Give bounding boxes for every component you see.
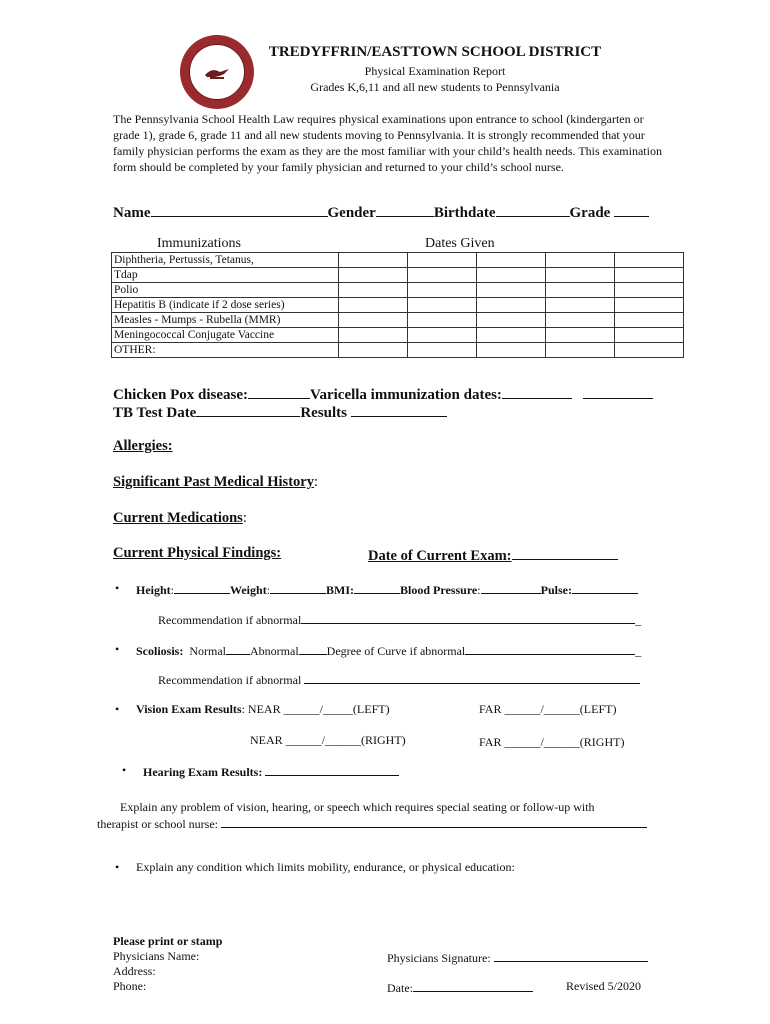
date-cell[interactable]: [546, 328, 615, 343]
report-title: Physical Examination Report: [364, 64, 506, 78]
vision-label: Vision Exam Results: [136, 702, 242, 716]
tb-row: [113, 402, 447, 422]
pulse-field[interactable]: [572, 581, 638, 594]
bullet: •: [115, 860, 120, 874]
exam-date-field[interactable]: [512, 545, 618, 560]
bullet: •: [115, 642, 120, 656]
grade-label: Grade: [569, 205, 611, 221]
recommendation-field[interactable]: [301, 611, 635, 624]
date-cell[interactable]: [477, 313, 546, 328]
gender-field[interactable]: [376, 202, 434, 217]
date-cell[interactable]: [408, 268, 477, 283]
medications-heading: [113, 510, 247, 527]
explain-speech-line-1: Explain any problem of vision, hearing, or speech which requires special seating or follow-up with: [120, 800, 595, 814]
history-heading: [113, 474, 318, 491]
normal-field[interactable]: [226, 642, 250, 655]
immunization-label: OTHER:: [112, 343, 339, 358]
signature-row: [387, 949, 648, 966]
date-cell[interactable]: [615, 268, 684, 283]
birthdate-label: Birthdate: [433, 205, 496, 221]
revised-date: Revised 5/2020: [566, 979, 641, 993]
immunization-label: Hepatitis B (indicate if 2 dose series): [112, 298, 339, 313]
date-cell[interactable]: [408, 253, 477, 268]
scoliosis-label: Scoliosis:: [136, 644, 184, 658]
history-label: Significant Past Medical History: [113, 474, 314, 490]
date-cell[interactable]: [408, 298, 477, 313]
date-cell[interactable]: [339, 343, 408, 358]
explain-speech-field[interactable]: [221, 815, 647, 828]
date-cell[interactable]: [546, 283, 615, 298]
date-cell[interactable]: [339, 253, 408, 268]
table-row: [112, 328, 684, 343]
varicella-date-1[interactable]: [502, 384, 572, 399]
date-cell[interactable]: [546, 343, 615, 358]
results-label: Results: [300, 405, 348, 421]
date-cell[interactable]: [339, 298, 408, 313]
weight-field[interactable]: [270, 581, 326, 594]
date-cell[interactable]: [615, 298, 684, 313]
date-cell[interactable]: [546, 253, 615, 268]
student-info-row: [113, 202, 649, 222]
date-cell[interactable]: [477, 253, 546, 268]
table-row: [112, 283, 684, 298]
date-cell[interactable]: [408, 343, 477, 358]
recommendation-field[interactable]: [304, 671, 640, 684]
immunizations-header: Immunizations: [157, 236, 241, 251]
district-title: TREDYFFRIN/EASTTOWN SCHOOL DISTRICT: [268, 44, 602, 60]
hearing-row: [143, 763, 399, 780]
table-row: [112, 298, 684, 313]
name-field[interactable]: [151, 202, 328, 217]
date-cell[interactable]: [615, 343, 684, 358]
date-cell[interactable]: [339, 283, 408, 298]
date-cell[interactable]: [546, 298, 615, 313]
bullet: •: [122, 763, 127, 777]
tb-test-label: TB Test Date: [113, 405, 197, 421]
blood-pressure-label: Blood Pressure: [400, 583, 478, 597]
date-cell[interactable]: [477, 283, 546, 298]
date-label: Date:: [387, 981, 413, 995]
date-cell[interactable]: [615, 313, 684, 328]
explain-speech-label: therapist or school nurse:: [97, 817, 218, 831]
medications-colon: :: [242, 510, 247, 526]
date-cell[interactable]: [339, 313, 408, 328]
vitals-row: Height: Weight: BMI: Blood Pressure: Pulse:: [136, 581, 638, 598]
height-label: Height: [136, 583, 171, 597]
pulse-label: Pulse:: [540, 583, 572, 597]
phone-label: Phone:: [113, 979, 147, 993]
abnormal-field[interactable]: [299, 642, 327, 655]
date-field[interactable]: [413, 979, 533, 992]
immunization-label: Measles - Mumps - Rubella (MMR): [112, 313, 339, 328]
date-cell[interactable]: [477, 328, 546, 343]
immunization-label: Meningococcal Conjugate Vaccine: [112, 328, 339, 343]
table-row: [112, 268, 684, 283]
immunization-label: Diphtheria, Pertussis, Tetanus,: [112, 253, 339, 268]
varicella-label: Varicella immunization dates:: [310, 387, 502, 403]
normal-label: Normal: [189, 644, 226, 658]
degree-label: Degree of Curve if abnormal: [326, 644, 466, 658]
date-cell[interactable]: [546, 313, 615, 328]
hearing-label: Hearing Exam Results:: [143, 765, 263, 779]
immunization-label: Tdap: [112, 268, 339, 283]
signature-label: Physicians Signature:: [387, 951, 491, 965]
date-cell[interactable]: [408, 313, 477, 328]
print-stamp-label: Please print or stamp: [113, 934, 223, 948]
date-cell[interactable]: [477, 268, 546, 283]
chicken-pox-label: Chicken Pox disease:: [113, 387, 248, 403]
dates-given-header: Dates Given: [425, 236, 495, 251]
name-label: Name: [113, 205, 151, 221]
date-cell[interactable]: [477, 343, 546, 358]
findings-label: Current Physical Findings:: [113, 545, 282, 561]
date-cell[interactable]: [408, 328, 477, 343]
bullet: •: [115, 581, 120, 595]
birthdate-field[interactable]: [496, 202, 570, 217]
immunization-label: Polio: [112, 283, 339, 298]
vision-near-left-row: [136, 702, 390, 717]
date-cell[interactable]: [339, 268, 408, 283]
date-cell[interactable]: [615, 283, 684, 298]
table-row: [112, 253, 684, 268]
recommendation-label: Recommendation if abnormal: [158, 613, 302, 627]
bmi-label: BMI:: [326, 583, 355, 597]
bmi-field[interactable]: [354, 581, 400, 594]
date-cell[interactable]: [546, 268, 615, 283]
table-row: [112, 313, 684, 328]
tb-date-field[interactable]: [196, 402, 300, 417]
date-cell[interactable]: [615, 328, 684, 343]
chicken-pox-field[interactable]: [248, 384, 310, 399]
grade-field[interactable]: [614, 202, 649, 217]
degree-field[interactable]: [465, 642, 635, 655]
scoliosis-row: Scoliosis: Normal Abnormal Degree of Curve if abnormal _: [136, 644, 642, 658]
date-row: [387, 979, 533, 996]
recommendation-row-1: Recommendation if abnormal _: [158, 613, 642, 627]
vision-far-right[interactable]: FAR ______/______(RIGHT): [479, 735, 625, 749]
signature-field[interactable]: [494, 949, 648, 962]
blood-pressure-field[interactable]: [481, 581, 541, 594]
intro-paragraph: The Pennsylvania School Health Law requires physical examinations upon entrance to school (kindergarten or grade 1), grade 6, grade 11 and all new students moving to Pennsylvania. It is strongly recommended that your family physician performs the exam as they are the most familiar with your child’s health needs. This examination form should be completed by your family physician and returned to your child’s school nurse.: [113, 112, 662, 174]
height-field[interactable]: [174, 581, 230, 594]
exam-date-label: Date of Current Exam:: [368, 548, 512, 564]
date-cell[interactable]: [615, 253, 684, 268]
vision-near-left[interactable]: : NEAR ______/_____(LEFT): [241, 702, 390, 716]
gender-label: Gender: [327, 205, 376, 221]
report-subtitle: Grades K,6,11 and all new students to Pennsylvania: [310, 80, 560, 94]
chicken-pox-row: [113, 384, 653, 404]
date-cell[interactable]: [477, 298, 546, 313]
allergies-label: Allergies:: [113, 438, 173, 454]
date-cell[interactable]: [408, 283, 477, 298]
immunizations-table: [111, 252, 684, 358]
physician-name-label: Physicians Name:: [113, 949, 200, 963]
recommendation-row-2: [158, 671, 640, 688]
address-label: Address:: [113, 964, 156, 978]
hearing-field[interactable]: [265, 763, 399, 776]
results-field[interactable]: [351, 402, 447, 417]
vision-far-left[interactable]: FAR ______/______(LEFT): [479, 702, 617, 716]
weight-label: Weight: [230, 583, 267, 597]
date-cell[interactable]: [339, 328, 408, 343]
exam-date-heading: [368, 545, 618, 565]
history-colon: :: [313, 474, 318, 490]
abnormal-label: Abnormal: [250, 644, 299, 658]
table-row: [112, 343, 684, 358]
medications-label: Current Medications: [113, 510, 243, 526]
vision-near-right[interactable]: NEAR ______/______(RIGHT): [250, 733, 406, 747]
explain-mobility-label: Explain any condition which limits mobility, endurance, or physical education:: [136, 860, 515, 874]
recommendation-label: Recommendation if abnormal: [158, 673, 302, 687]
varicella-date-2[interactable]: [583, 384, 653, 399]
bullet: •: [115, 702, 120, 716]
explain-speech-line-2: [97, 815, 647, 832]
